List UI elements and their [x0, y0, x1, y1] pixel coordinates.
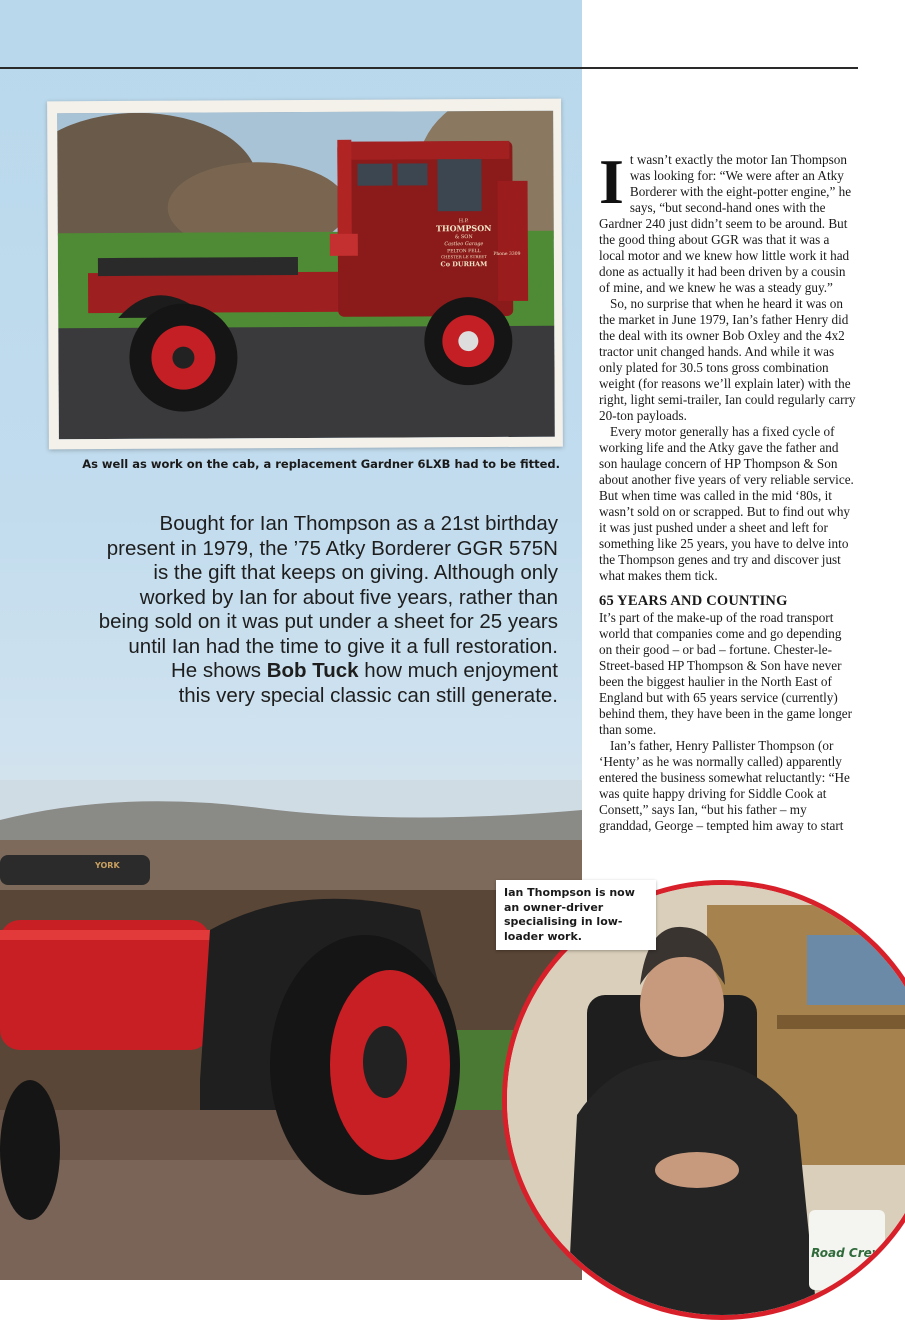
section-heading: 65 YEARS AND COUNTING: [599, 593, 788, 609]
restored-atkinson-truck-image: [57, 111, 555, 440]
standfirst-text: how much enjoyment: [358, 659, 558, 682]
standfirst-line: until Ian had the time to give it a full restoration.: [128, 634, 558, 658]
article-paragraph: So, no surprise that when he heard it was on the market in June 1979, Ian’s father Henry did the deal with its owner Bob Oxley and the 4x2 tractor unit changed hands. And while it was only plated for 30.5 tons gross combination weight (for reasons we’ll explain later) with the right, light semi-trailer, Ian could regularly carry 20-ton payloads.: [599, 296, 856, 423]
cab-sign-hp: H.P.: [458, 218, 469, 225]
standfirst-line: Bought for Ian Thompson as a 21st birthday: [159, 512, 558, 535]
cab-sign-garage: Castleo Garage: [444, 241, 484, 248]
standfirst-text: He shows: [171, 659, 267, 682]
mug-logo-text: Road Crew: [811, 1246, 883, 1260]
truck-wheel-closeup-image: [0, 780, 582, 1280]
article-paragraph: [599, 146, 857, 296]
header-rule: [0, 67, 858, 69]
bottom-photo: [0, 780, 582, 1280]
cab-sign-thompson: THOMPSON: [436, 223, 492, 234]
portrait-caption: Ian Thompson is now an owner-driver specialising in low-loader work.: [496, 880, 656, 950]
top-photo-caption: As well as work on the cab, a replacement Gardner 6LXB had to be fitted.: [82, 457, 560, 471]
standfirst-line: being sold on it was put under a sheet for 25 years: [98, 610, 558, 633]
article-body: [599, 146, 857, 834]
article-paragraph: It’s part of the make-up of the road transport world that companies come and go depending on their good – or bad – fortune. Chester-le-Street-based HP Thompson & Son have never been the biggest haulier in the North East of England but with 65 years service (currently) behind them, they have been in the game longer than some.: [599, 610, 853, 737]
standfirst-line: [40, 659, 558, 684]
cab-sign-chester: CHESTER LE STREET: [440, 254, 487, 260]
cab-sign-pelton-fell: PELTON FELL: [447, 249, 481, 255]
standfirst-line: this very special classic can still generate.: [178, 683, 558, 707]
standfirst-line: is the gift that keeps on giving. Although only: [153, 561, 558, 584]
author-name: Bob Tuck: [266, 659, 359, 682]
cab-sign-phone: Phone 3309: [493, 251, 521, 258]
standfirst: [40, 512, 558, 708]
article-paragraph: Ian’s father, Henry Pallister Thompson (or ‘Henty’ as he was normally called) apparently entered the business somewhat reluctantly: “He was quite happy driving for Siddle Cook at Consett,” says Ian, “but his father – my granddad, George – tempted him away to start: [599, 738, 850, 833]
cab-sign-durham: Co DURHAM: [440, 260, 488, 269]
truck-photo: [57, 111, 555, 440]
top-photo-frame: [47, 99, 563, 450]
article-paragraph: Every motor generally has a fixed cycle of working life and the Atky gave the father and son haulage concern of HP Thompson & Son about another five years of very reliable service. But when time was called in the mid ‘80s, it wasn’t sold on or scrapped. But to find out why it was just pushed under a sheet and left for something like 25 years, you have to delve into the Thompson genes and try and discover just what makes them tick.: [599, 424, 854, 583]
drop-cap: I: [599, 146, 624, 217]
tank-lettering: YORK: [95, 861, 120, 870]
standfirst-line: worked by Ian for about five years, rather than: [139, 585, 558, 609]
paragraph-text: t wasn’t exactly the motor Ian Thompson was looking for: “We were after an Atky Borderer with the eight-potter engine,” he says, “but second-hand ones with the Gardner 240 just didn’t seem to be around. But the good thing about GGR was that it was a local motor and we knew how little work it had done as actually it had been driven by a cousin of mine, and we knew he was a steady guy.”: [599, 152, 852, 295]
cab-sign-and-son: & SON: [454, 234, 473, 241]
standfirst-line: present in 1979, the ’75 Atky Borderer GGR 575N: [106, 536, 558, 560]
